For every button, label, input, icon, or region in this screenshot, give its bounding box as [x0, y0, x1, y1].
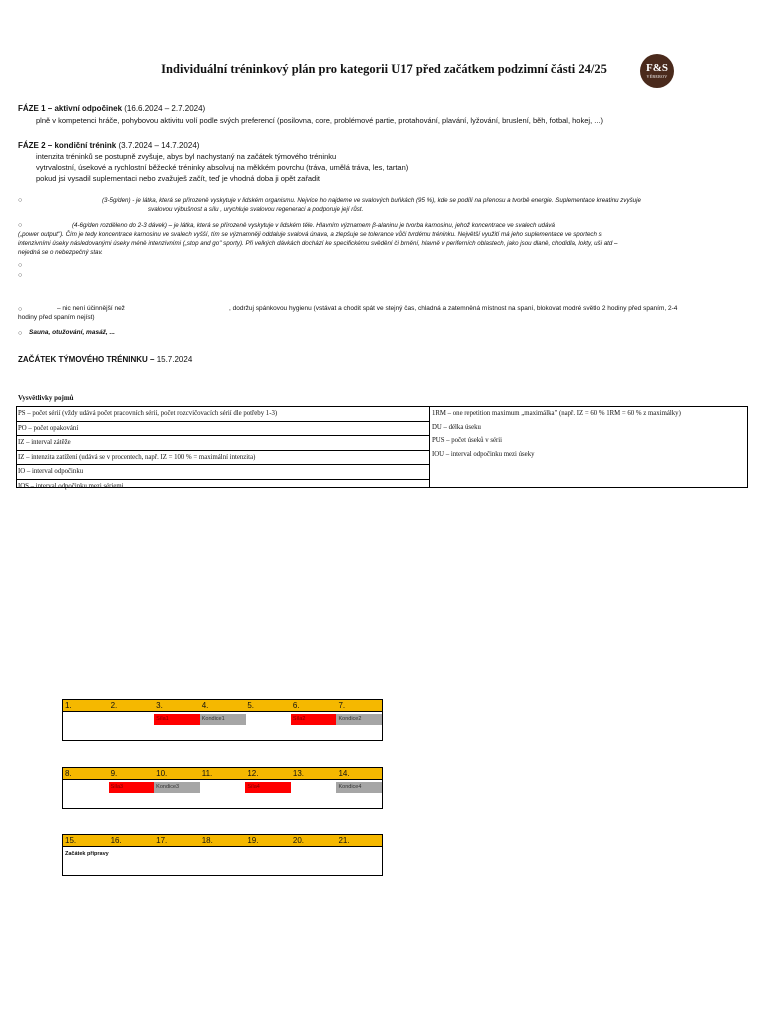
strength-session: Síla2	[291, 714, 337, 725]
phase1-dates: (16.6.2024 – 2.7.2024)	[124, 104, 206, 113]
sleep-text-3: hodiny před spaním nejíst)	[18, 314, 95, 321]
legend-table	[16, 406, 748, 488]
team-training-start	[18, 355, 192, 364]
week-body	[63, 712, 382, 740]
bullet-marker: ○	[18, 222, 23, 229]
day-cell	[291, 847, 337, 875]
day-cell	[200, 780, 246, 808]
day-number: 7.	[338, 701, 346, 710]
day-number: 20.	[292, 836, 305, 845]
day-cell	[291, 780, 337, 808]
club-logo	[640, 54, 674, 88]
legend-row: 1RM – one repetition maximum „maximálka" (např. IZ = 60 % 1RM = 60 % z maximálky)	[432, 410, 681, 417]
phase2-line-3: pokud jsi vysadil suplementaci nebo zvažuješ začít, teď je vhodná doba ji opět zařadit	[36, 174, 320, 183]
legend-right-column	[431, 407, 747, 487]
strength-session: Síla4	[245, 782, 291, 793]
day-cell	[200, 712, 246, 740]
phase2-line-2: vytrvalostní, úsekové a rychlostní běžecké tréninky absolvuj na měkkém povrchu (tráva, umělá tráva, les, tartan)	[36, 163, 409, 172]
day-number: 8.	[65, 769, 72, 778]
bullet-marker: ○	[18, 197, 23, 204]
day-cell	[245, 780, 291, 808]
day-number: 9.	[110, 769, 118, 778]
week-body	[63, 847, 382, 875]
conditioning-session: Kondice2	[336, 714, 382, 725]
week-table-2	[62, 767, 383, 809]
day-cell	[245, 712, 291, 740]
legend-row: PS – počet sérií (vždy udává počet pracovních sérií, počet rozcvičovacích sérií dle potřeby 1-3)	[17, 407, 429, 422]
week-table-1	[62, 699, 383, 741]
day-cell	[63, 780, 109, 808]
legend-row: DU – délka úseku	[432, 423, 481, 431]
day-cell	[291, 712, 337, 740]
week-body	[63, 780, 382, 808]
bullet-marker: ○	[18, 306, 23, 313]
bullet-marker: ○	[18, 262, 23, 269]
day-number: 3.	[156, 701, 163, 710]
day-number: 18.	[201, 836, 213, 845]
week-header	[63, 700, 382, 712]
day-cell	[200, 847, 246, 875]
legend-row: IZ – interval zátěže	[17, 436, 429, 451]
week-header	[63, 835, 382, 847]
day-cell	[336, 712, 382, 740]
day-number: 2.	[110, 701, 118, 710]
beta-alanine-text-3: intenzivními úseky následovanými úseky méně intenzivními („stop and go" sporty). Při velkých dávkách dochází ke specifickému svědění či brnění, hlavně v periferních oblastech, jako jsou dlaně, chodidla, lokty, uši atd –	[18, 240, 618, 247]
day-number: 13.	[292, 769, 305, 778]
bullet-marker: ○	[18, 272, 23, 279]
start-date: 15.7.2024	[156, 355, 193, 364]
week-table-3	[62, 834, 383, 876]
legend-row: IZ – intenzita zatížení (udává se v procentech, např. IZ = 100 % = maximální intenzita)	[17, 451, 429, 466]
start-label: ZAČÁTEK TÝMOVÉHO TRÉNINKU –	[18, 355, 155, 364]
day-number: 4.	[201, 701, 209, 710]
legend-row: PO – počet opakování	[17, 422, 429, 437]
creatine-text-2: svalovou výbušnost a sílu , urychluje svalovou regeneraci a podporuje její růst.	[148, 206, 364, 213]
logo-mark: F&S	[646, 62, 668, 74]
day-number: 12.	[247, 769, 259, 778]
legend-title: Vysvětlivky pojmů	[18, 394, 74, 402]
day-cell	[245, 847, 291, 875]
bullet-marker: ○	[18, 330, 23, 337]
week-header	[63, 768, 382, 780]
strength-session: Síla1	[154, 714, 200, 725]
day-number: 16.	[110, 836, 122, 845]
phase2-line-1: intenzita tréninků se postupně zvyšuje, abys byl nachystaný na začátek týmového tréninku	[36, 152, 337, 161]
day-cell	[154, 780, 200, 808]
conditioning-session: Kondice1	[200, 714, 246, 725]
day-cell	[109, 847, 155, 875]
beta-alanine-text-4: nejedná se o nebezpečný stav.	[18, 249, 103, 256]
day-cell	[154, 847, 200, 875]
phase1-line: plně v kompetenci hráče, pohybovou aktivitu volí podle svých preferencí (posilovna, core, problémové partie, protahování, plavání, lyžování, bruslení, běh, fotbal, hokej, ...)	[36, 116, 603, 125]
day-number: 5.	[247, 701, 254, 710]
preparation-start-note: Začátek přípravy	[65, 851, 109, 857]
phase1-label: FÁZE 1 – aktivní odpočinek	[18, 104, 123, 113]
day-cell	[109, 712, 155, 740]
sleep-text-2: , dodržuj spánkovou hygienu (vstávat a chodit spát ve stejný čas, chladná a zatemněná místnost na spaní, blokovat modré světlo 2 hodiny před spaním, 2-4	[229, 305, 678, 312]
legend-row: IOS – interval odpočinku mezi sériemi	[18, 482, 124, 490]
day-cell	[336, 847, 382, 875]
day-number: 11.	[201, 769, 213, 778]
day-number: 15.	[65, 836, 77, 845]
logo-sub: VÉBEROV	[646, 74, 668, 79]
day-number: 6.	[292, 701, 300, 710]
day-cell	[63, 712, 109, 740]
creatine-text: (3-5g/den) - je látka, která se přirozeně vyskytuje v lidském organismu. Nejvíce ho najdeme ve svalových buňkách (95 %), kde se podílí na přenosu a tvorbě energie. Suplementace kreatinu zvyšuje	[102, 197, 641, 204]
phase2-label: FÁZE 2 – kondiční trénink	[18, 141, 117, 150]
phase2-dates: (3.7.2024 – 14.7.2024)	[118, 141, 200, 150]
day-number: 21.	[338, 836, 350, 845]
recovery-text: Sauna, otužování, masáž, ...	[29, 329, 115, 336]
strength-session: Síla3	[109, 782, 155, 793]
phase2-heading	[18, 141, 199, 150]
day-number: 17.	[156, 836, 168, 845]
conditioning-session: Kondice3	[154, 782, 200, 793]
day-number: 10.	[156, 769, 168, 778]
day-cell	[336, 780, 382, 808]
day-cell	[109, 780, 155, 808]
sleep-text-1: – nic není účinnější než	[57, 305, 125, 312]
conditioning-session: Kondice4	[336, 782, 382, 793]
day-number: 14.	[338, 769, 350, 778]
legend-left-column	[17, 407, 430, 490]
beta-alanine-text-2: („power output"). Čím je tedy koncentrace karnosinu ve svalech vyšší, tím se významněji oddaluje svalová únava, a zlepšuje se tolerance vůči tvrdému tréninku. Největší využití má jeho suplementace ve sportech s	[18, 231, 602, 238]
beta-alanine-text: (4-6g/den rozděleno do 2-3 dávek) – je látka, která se přirozeně vyskytuje v lidském těle. Hlavním významem β-alaninu je tvorba karnosinu, jehož koncentrace ve svalech udává	[72, 222, 555, 229]
day-number: 19.	[247, 836, 259, 845]
legend-row: PUS – počet úseků v sérii	[432, 437, 503, 445]
day-number: 1.	[65, 701, 72, 710]
legend-row: IO – interval odpočinku	[17, 465, 429, 480]
document-title: Individuální tréninkový plán pro kategorii U17 před začátkem podzimní části 24/25	[161, 62, 607, 76]
day-cell	[154, 712, 200, 740]
phase1-heading	[18, 104, 205, 113]
legend-row: IOU – interval odpočinku mezi úseky	[432, 450, 535, 458]
